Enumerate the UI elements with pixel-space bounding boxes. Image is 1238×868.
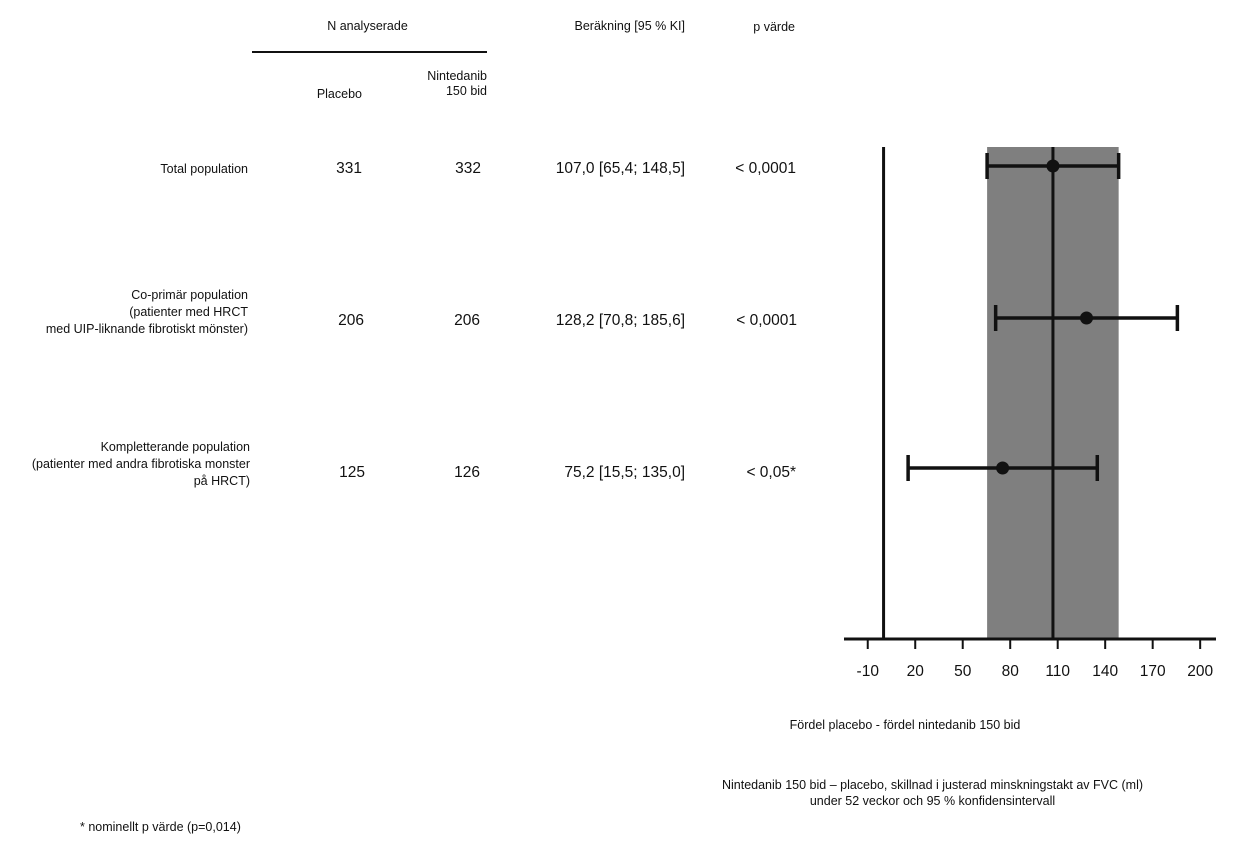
x-tick-label: 170 xyxy=(1139,663,1166,680)
row-label-line: på HRCT) xyxy=(193,474,250,488)
row-label-line: (patienter med andra fibrotiska monster xyxy=(31,457,250,471)
estimate-coprimary: 128,2 [70,8; 185,6] xyxy=(555,312,685,329)
n-nintedanib-coprimary: 206 xyxy=(454,312,480,329)
x-tick-label: 200 xyxy=(1187,663,1214,680)
x-tick-label: 80 xyxy=(1001,663,1019,680)
x-axis-label: Fördel placebo - fördel nintedanib 150 bid xyxy=(789,718,1021,732)
n-placebo-total: 331 xyxy=(336,160,362,177)
p-value-supplementary: < 0,05* xyxy=(746,464,796,481)
chart-caption-line2: under 52 veckor och 95 % konfidensintervall xyxy=(809,794,1056,808)
p-value-total: < 0,0001 xyxy=(735,160,796,177)
row-label-line: Co-primär population xyxy=(131,288,248,302)
x-tick-label: 140 xyxy=(1092,663,1119,680)
n-nintedanib-total: 332 xyxy=(455,160,481,177)
x-tick-label: 20 xyxy=(906,663,924,680)
n-analyzed-header: N analyserade xyxy=(327,19,408,33)
estimate-point xyxy=(1046,160,1059,173)
n-placebo-supplementary: 125 xyxy=(339,464,365,481)
nintedanib-header-line2: 150 bid xyxy=(445,84,487,98)
estimate-total: 107,0 [65,4; 148,5] xyxy=(555,160,685,177)
n-nintedanib-supplementary: 126 xyxy=(454,464,480,481)
row-label-line: med UIP-liknande fibrotiskt mönster) xyxy=(45,322,248,336)
p-value-header: p värde xyxy=(753,20,795,34)
x-tick-label: 110 xyxy=(1045,663,1071,680)
x-tick-label: -10 xyxy=(856,663,879,680)
estimate-header: Beräkning [95 % KI] xyxy=(574,19,685,33)
placebo-header: Placebo xyxy=(316,87,362,101)
nintedanib-header-line1: Nintedanib xyxy=(427,69,487,83)
chart-caption xyxy=(640,777,1225,809)
chart-caption-line1: Nintedanib 150 bid – placebo, skillnad i justerad minskningstakt av FVC (ml) xyxy=(721,778,1144,792)
estimate-point xyxy=(1080,312,1093,325)
n-placebo-coprimary: 206 xyxy=(338,312,364,329)
row-label-line: (patienter med HRCT xyxy=(129,305,248,319)
row-label-line: Total population xyxy=(160,162,248,176)
estimate-supplementary: 75,2 [15,5; 135,0] xyxy=(564,464,685,481)
row-label-line: Kompletterande population xyxy=(100,440,250,454)
footnote: * nominellt p värde (p=0,014) xyxy=(80,820,241,834)
x-tick-label: 50 xyxy=(954,663,972,680)
p-value-coprimary: < 0,0001 xyxy=(736,312,797,329)
estimate-point xyxy=(996,462,1009,475)
